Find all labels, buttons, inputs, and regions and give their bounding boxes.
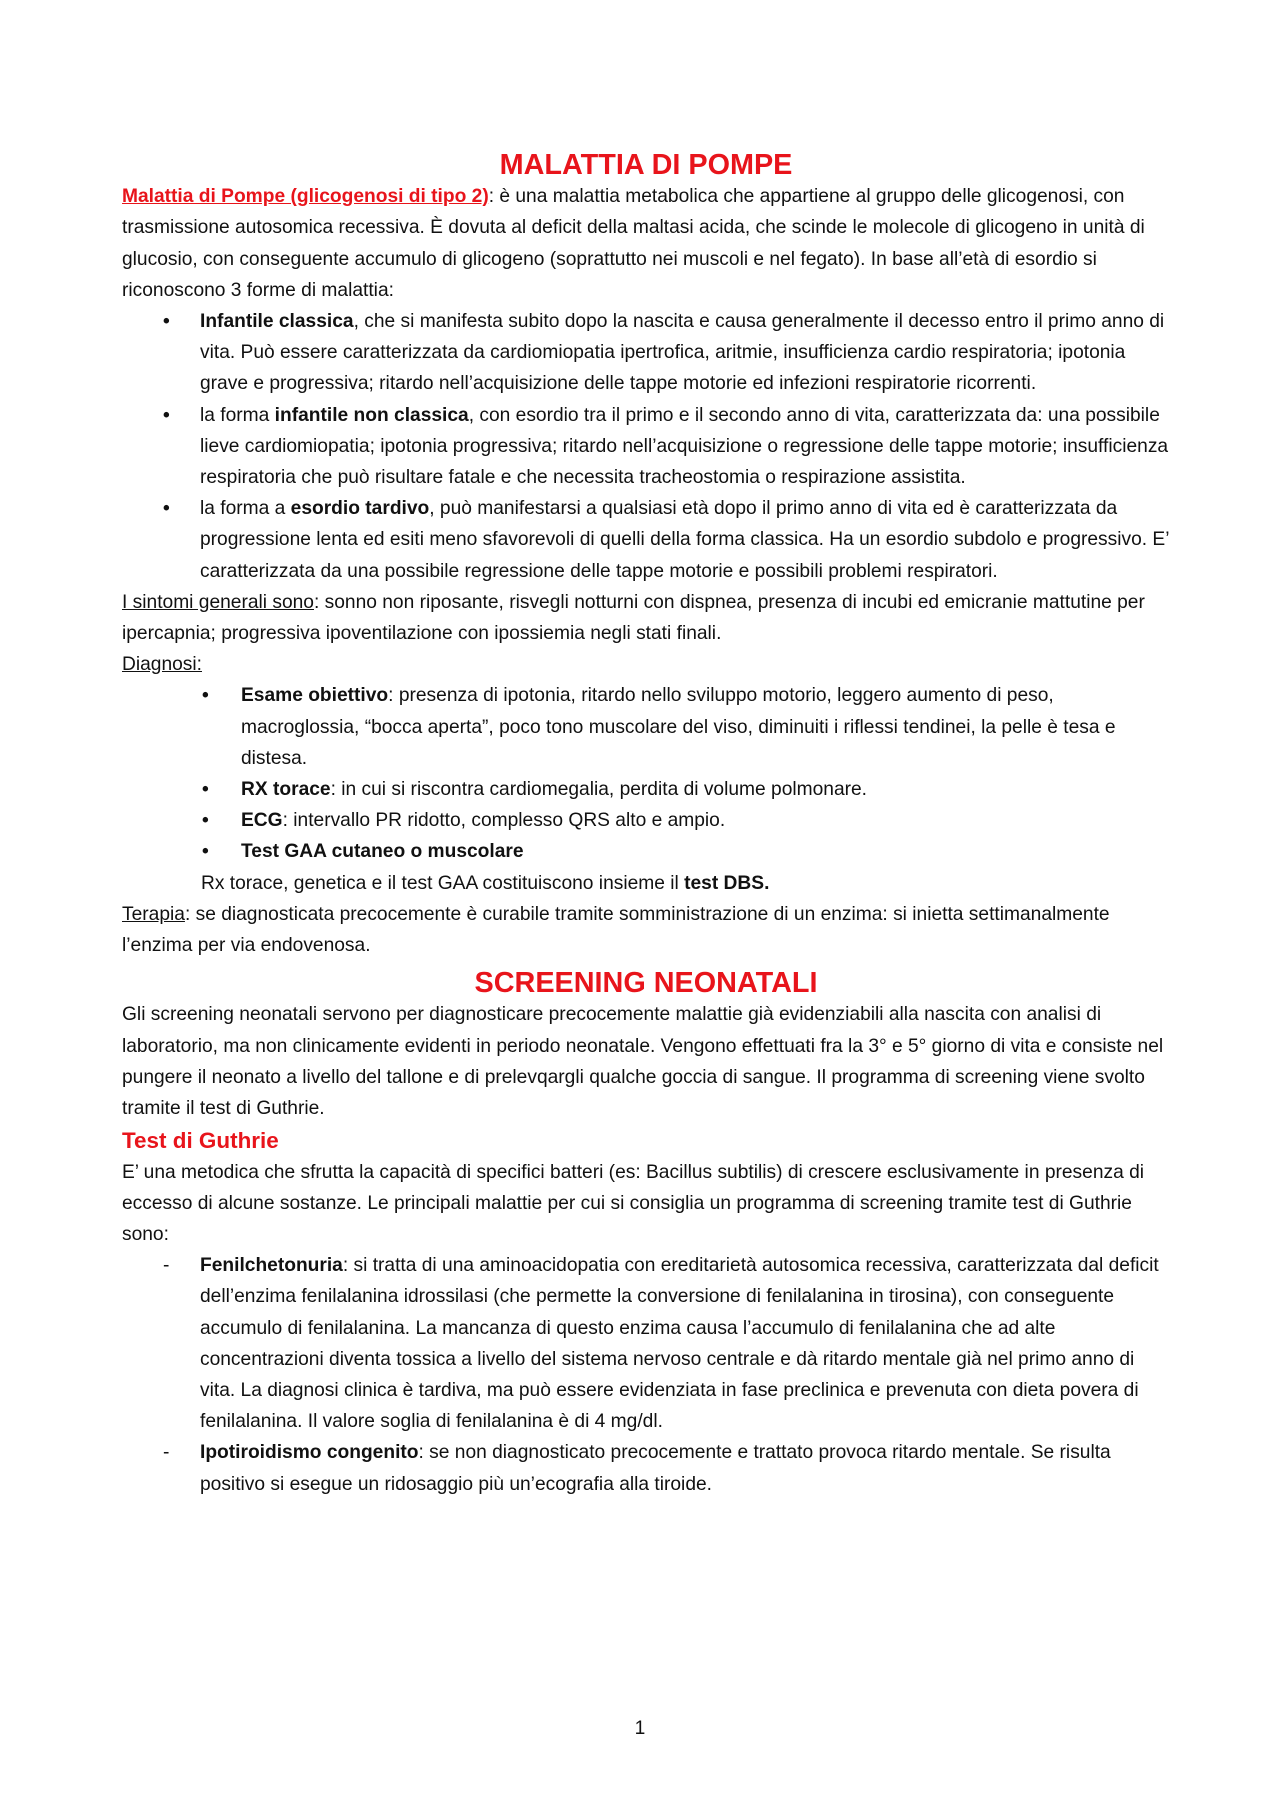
list-item: • Test GAA cutaneo o muscolare: [122, 836, 1170, 867]
list-item: • Esame obiettivo: presenza di ipotonia, ritardo nello sviluppo motorio, leggero aumento di peso, macroglossia, “bocca aperta”, poco tono muscolare del viso, diminuiti i riflessi tendinei, la pelle è tesa e distesa.: [122, 680, 1170, 774]
therapy-paragraph: Terapia: se diagnosticata precocemente è curabile tramite somministrazione di un enzima: si inietta settimanalmente l’enzima per via endovenosa.: [122, 903, 1110, 957]
form-name: esordio tardivo: [290, 498, 430, 520]
document-page: [122, 150, 1170, 1500]
list-item: - Ipotiroidismo congenito: se non diagnosticato precocemente e trattato provoca ritardo mentale. Se risulta positivo si esegue un ridosaggio più un’ecografia alla tiroide.: [122, 1437, 1170, 1499]
diagnosis-list: [122, 680, 1170, 867]
pompe-title: MALATTIA DI POMPE: [499, 149, 793, 181]
guthrie-text: E’ una metodica che sfrutta la capacità di specifici batteri (es: Bacillus subtilis) di crescere esclusivamente in presenza di eccesso di alcune sostanze. Le principali malattie per cui si consiglia un programma di screening tramite test di Guthrie sono:: [122, 1161, 1145, 1245]
pompe-intro-text: : è una malattia metabolica che appartiene al gruppo delle glicogenosi, con trasmissione autosomica recessiva. È dovuta al deficit della maltasi acida, che scinde le molecole di glicogeno in unità di glucosio, con conseguente accumulo di glicogeno (soprattutto nei muscoli e nel fegato). In base all’età di esordio si riconoscono 3 forme di malattia:: [122, 186, 1145, 301]
list-item: • RX torace: in cui si riscontra cardiomegalia, perdita di volume polmonare.: [122, 774, 1170, 805]
page-number: 1: [634, 1718, 646, 1739]
form-name: infantile non classica: [274, 404, 469, 426]
diseases-list: [122, 1250, 1170, 1500]
diagnosis-label: Diagnosi:: [122, 654, 202, 676]
symptoms-label: I sintomi generali sono: [122, 591, 314, 613]
dbs-note: Rx torace, genetica e il test GAA costituiscono insieme il test DBS.: [201, 872, 770, 894]
list-item: • ECG: intervallo PR ridotto, complesso QRS alto e ampio.: [122, 805, 1170, 836]
list-item: • la forma a esordio tardivo, può manifestarsi a qualsiasi età dopo il primo anno di vita ed è caratterizzata da progressione lenta ed esiti meno sfavorevoli di quelli della forma classica. Ha un esordio subdolo e progressivo. E’ caratterizzata da una possibile regressione delle tappe motorie e possibili problemi respiratori.: [122, 493, 1170, 587]
screening-title: SCREENING NEONATALI: [474, 967, 818, 1000]
pompe-intro-term: Malattia di Pompe (glicogenosi di tipo 2): [122, 186, 489, 208]
form-name: Infantile classica: [200, 311, 354, 333]
list-item: • la forma infantile non classica, con esordio tra il primo e il secondo anno di vita, caratterizzata da: una possibile lieve cardiomiopatia; ipotonia progressiva; ritardo nell’acquisizione o regressione delle tappe motorie; insufficienza respiratoria che può risultare fatale e che necessita tracheostomia o respirazione assistita.: [122, 400, 1170, 494]
therapy-label: Terapia: [122, 903, 185, 925]
guthrie-title: Test di Guthrie: [122, 1128, 279, 1154]
screening-intro: Gli screening neonatali servono per diagnosticare precocemente malattie già evidenziabili alla nascita con analisi di laboratorio, ma non clinicamente evidenti in periodo neonatale. Vengono effettuati fra la 3° e 5° giorno di vita e consiste nel pungere il neonato a livello del tallone e di prelevqargli qualche goccia di sangue. Il programma di screening viene svolto tramite il test di Guthrie.: [122, 1004, 1164, 1120]
symptoms-paragraph: I sintomi generali sono: sonno non riposante, risvegli notturni con dispnea, presenza di incubi ed emicranie mattutine per ipercapnia; progressiva ipoventilazione con ipossiemia negli stati finali.: [122, 591, 1145, 645]
list-item: • Infantile classica, che si manifesta subito dopo la nascita e causa generalmente il decesso entro il primo anno di vita. Può essere caratterizzata da cardiomiopatia ipertrofica, aritmie, insufficienza cardio respiratoria; ipotonia grave e progressiva; ritardo nell’acquisizione delle tappe motorie ed infezioni respiratorie ricorrenti.: [122, 306, 1170, 400]
pompe-forms-list: [122, 306, 1170, 587]
list-item: - Fenilchetonuria: si tratta di una aminoacidopatia con ereditarietà autosomica recessiva, caratterizzata dal deficit dell’enzima fenilalanina idrossilasi (che permette la conversione di fenilalanina in tirosina), con conseguente accumulo di fenilalanina. La mancanza di questo enzima causa l’accumulo di fenilalanina che ad alte concentrazioni diventa tossica a livello del sistema nervoso centrale e dà ritardo mentale già nel primo anno di vita. La diagnosi clinica è tardiva, ma può essere evidenziata in fase preclinica e prevenuta con dieta povera di fenilalanina. Il valore soglia di fenilalanina è di 4 mg/dl.: [122, 1250, 1170, 1437]
pompe-intro: [122, 181, 1170, 306]
